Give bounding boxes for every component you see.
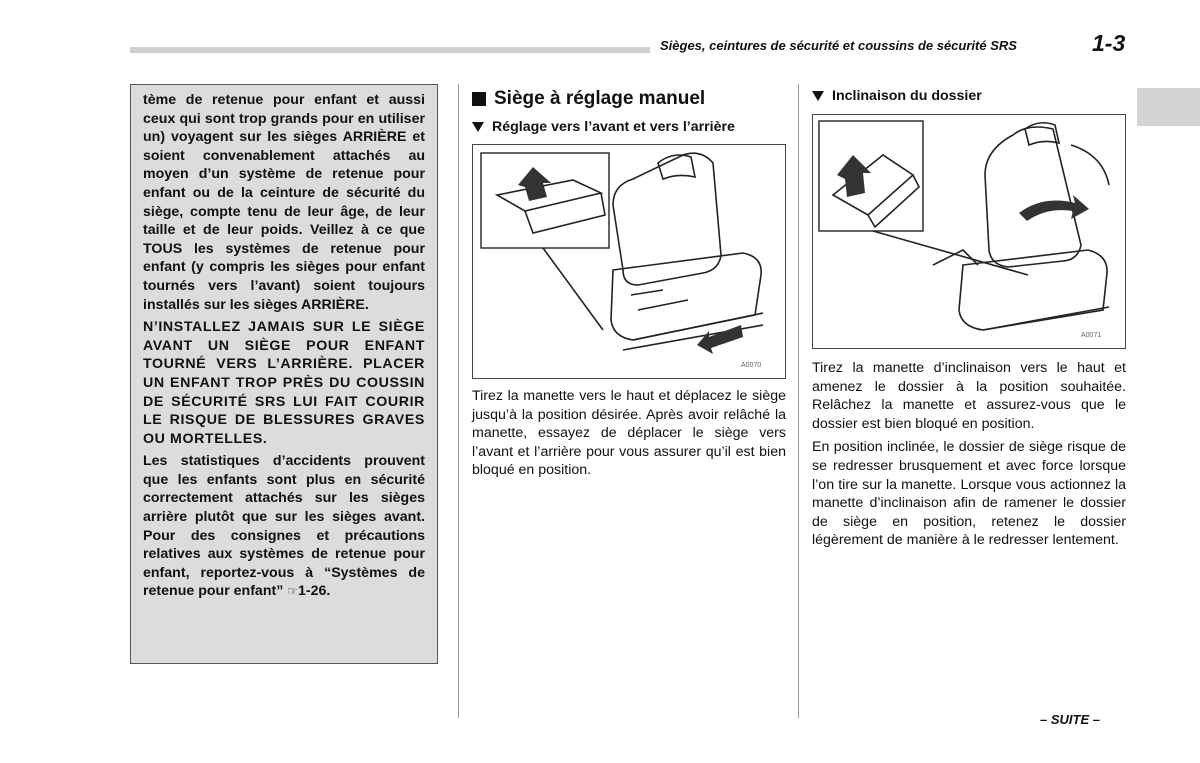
- page-number: 1-3: [1092, 30, 1126, 56]
- triangle-bullet-icon: [812, 91, 824, 101]
- recline-subheading-text: Inclinaison du dossier: [832, 88, 982, 104]
- warning-paragraph-1: tème de retenue pour enfant et aussi ceux qui sont trop grands pour en utiliser un) voyagent sur les sièges ARRIÈRE et soient convenablement attachés au moyen d’un système de retenue pour enfant ou de la ceinture de sécurité du siège, compte tenu de leur âge, de leur taille et de leur poids. Veillez à ce que TOUS les systèmes de retenue pour enfant (y compris les sièges pour enfant tournés vers l’avant) soient toujours installés sur les sièges ARRIÈRE.: [143, 92, 425, 313]
- column-divider-right: [798, 84, 799, 718]
- recline-column: [812, 84, 1126, 555]
- seat-slide-drawing: [473, 145, 785, 378]
- triangle-bullet-icon: [472, 122, 484, 132]
- recline-subheading: [812, 88, 1126, 104]
- recline-caution: En position inclinée, le dossier de siège risque de se redresser brusquement et avec force lorsque l’on tire sur la manette. Lorsque vous actionnez la manette d’inclinaison afin de ramener le dossier de siège en position, retenez le dossier légèrement de manière à le redresser lentement.: [812, 439, 1126, 549]
- fore-aft-subheading-text: Réglage vers l’avant et vers l’arrière: [492, 119, 735, 135]
- fore-aft-subheading: [472, 119, 786, 135]
- seat-slide-illustration: [472, 144, 786, 379]
- square-bullet-icon: [472, 92, 486, 106]
- column-divider-left: [458, 84, 459, 718]
- reference-page-link[interactable]: 1-26.: [298, 583, 331, 600]
- section-title: [472, 88, 786, 110]
- svg-text:A0070: A0070: [741, 362, 762, 369]
- section-title-text: Siège à réglage manuel: [494, 88, 706, 109]
- seat-slide-instructions: Tirez la manette vers le haut et déplacez le siège jusqu’à la position désirée. Après avoir relâché la manette, essayez de déplacer le siège vers l’avant et l’arrière pour vous assurer qu’il est bien bloqué en position.: [472, 388, 786, 479]
- header-title: Sièges, ceintures de sécurité et coussins de sécurité SRS: [660, 38, 1017, 53]
- warning-paragraph-3: [143, 452, 425, 601]
- manual-seat-column: [472, 84, 786, 485]
- reference-icon: ☞: [287, 584, 299, 599]
- continued-label: – SUITE –: [1040, 712, 1100, 727]
- header-rule: [130, 47, 650, 53]
- seatback-recline-illustration: [812, 114, 1126, 349]
- warning-paragraph-3-text: Les statistiques d’accidents prouvent que les enfants sont plus en sécurité correctement attachés sur les sièges arrière plutôt que sur les sièges avant. Pour des consignes et précautions relatives aux systèmes de retenue pour enfant, reportez-vous à “Systèmes de retenue pour enfant”: [143, 453, 425, 600]
- seatback-recline-drawing: [813, 115, 1125, 348]
- svg-text:A0071: A0071: [1081, 332, 1102, 339]
- recline-instructions: Tirez la manette d’inclinaison vers le haut et amenez le dossier à la position souhaitée. Relâchez la manette et assurez-vous que le dossier est bien bloqué en position.: [812, 360, 1126, 432]
- warning-paragraph-2: N’INSTALLEZ JAMAIS SUR LE SIÈGE AVANT UN SIÈGE POUR ENFANT TOURNÉ VERS L’ARRIÈRE. PLACER UN ENFANT TROP PRÈS DU COUSSIN DE SÉCURITÉ SRS LUI FAIT COURIR LE RISQUE DE BLESSURES GRAVES OU MORTELLES.: [143, 319, 425, 447]
- chapter-tab: [1137, 88, 1200, 126]
- warning-box: [130, 84, 438, 664]
